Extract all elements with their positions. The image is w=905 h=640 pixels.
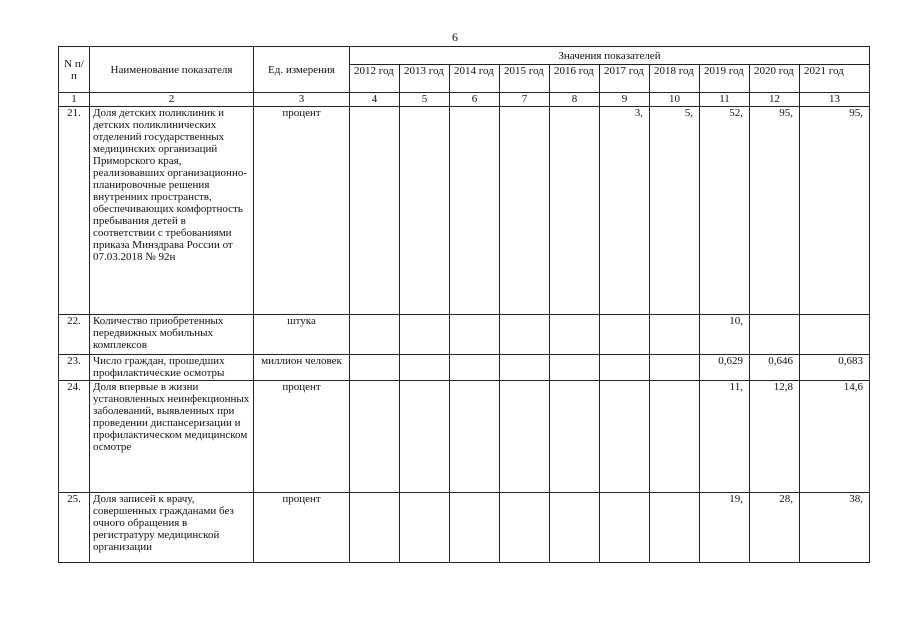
column-number: 4 <box>350 93 400 107</box>
column-number: 7 <box>500 93 550 107</box>
indicator-value <box>550 315 600 355</box>
indicator-value <box>400 355 450 381</box>
header-num: N п/п <box>59 47 90 93</box>
column-number: 6 <box>450 93 500 107</box>
indicator-value <box>500 355 550 381</box>
header-year: 2020 год <box>750 65 800 93</box>
table-row <box>59 107 870 315</box>
indicator-value: 38, <box>800 493 870 563</box>
indicator-value <box>550 493 600 563</box>
indicator-value <box>500 107 550 315</box>
indicator-value <box>400 493 450 563</box>
header-unit: Ед. измерения <box>254 47 350 93</box>
indicator-value <box>400 315 450 355</box>
indicator-value <box>450 315 500 355</box>
indicator-value <box>500 381 550 493</box>
indicator-value: 10, <box>700 315 750 355</box>
indicator-unit: процент <box>254 381 350 493</box>
header-year: 2015 год <box>500 65 550 93</box>
indicator-value: 14,6 <box>800 381 870 493</box>
column-number: 5 <box>400 93 450 107</box>
indicators-table <box>58 46 870 563</box>
header-name: Наименование показателя <box>90 47 254 93</box>
header-year: 2013 год <box>400 65 450 93</box>
indicator-value: 95, <box>750 107 800 315</box>
indicator-value <box>650 315 700 355</box>
indicator-unit: процент <box>254 493 350 563</box>
indicator-unit: миллион человек <box>254 355 350 381</box>
column-number: 2 <box>90 93 254 107</box>
indicator-value: 28, <box>750 493 800 563</box>
column-number: 10 <box>650 93 700 107</box>
indicator-value <box>350 381 400 493</box>
indicator-value <box>650 355 700 381</box>
column-number: 3 <box>254 93 350 107</box>
indicator-value <box>650 381 700 493</box>
header-year: 2014 год <box>450 65 500 93</box>
indicator-value: 0,683 <box>800 355 870 381</box>
indicator-value <box>500 493 550 563</box>
indicator-value <box>600 315 650 355</box>
indicator-name: Доля записей к врачу, совершенных гражданами без очного обращения в регистратуру медицинской организации <box>90 493 254 563</box>
indicator-value: 52, <box>700 107 750 315</box>
column-number: 8 <box>550 93 600 107</box>
column-number: 13 <box>800 93 870 107</box>
row-number: 25. <box>59 493 90 563</box>
indicator-name: Количество приобретенных передвижных мобильных комплексов <box>90 315 254 355</box>
indicator-value <box>550 355 600 381</box>
indicator-value <box>350 493 400 563</box>
column-number: 1 <box>59 93 90 107</box>
header-year: 2019 год <box>700 65 750 93</box>
indicator-value <box>400 381 450 493</box>
indicator-value: 12,8 <box>750 381 800 493</box>
indicator-value <box>750 315 800 355</box>
row-number: 24. <box>59 381 90 493</box>
table-row <box>59 381 870 493</box>
indicator-value <box>450 381 500 493</box>
table-row <box>59 493 870 563</box>
table-row <box>59 315 870 355</box>
indicator-name: Доля детских поликлиник и детских поликлинических отделений государственных медицинских организаций Приморского края, реализовавших организационно-планировочные решения внутренних пространств, обеспечивающих комфортность пребывания детей в соответствии с требованиями приказа Минздрава России от 07.03.2018 № 92н <box>90 107 254 315</box>
header-year: 2017 год <box>600 65 650 93</box>
indicator-value <box>550 107 600 315</box>
table-row <box>59 355 870 381</box>
row-number: 23. <box>59 355 90 381</box>
table-body <box>59 47 870 563</box>
row-number: 21. <box>59 107 90 315</box>
indicator-value: 11, <box>700 381 750 493</box>
indicator-name: Число граждан, прошедших профилактические осмотры <box>90 355 254 381</box>
indicator-value: 95, <box>800 107 870 315</box>
indicator-value <box>450 355 500 381</box>
indicator-value: 19, <box>700 493 750 563</box>
page-number: 6 <box>452 30 458 44</box>
indicator-value: 3, <box>600 107 650 315</box>
indicator-value <box>350 107 400 315</box>
indicator-value: 0,629 <box>700 355 750 381</box>
column-number: 9 <box>600 93 650 107</box>
header-values-group: Значения показателей <box>350 47 870 65</box>
indicator-value <box>450 493 500 563</box>
indicator-value <box>350 315 400 355</box>
indicator-value: 0,646 <box>750 355 800 381</box>
header-year: 2021 год <box>800 65 870 93</box>
header-year: 2018 год <box>650 65 700 93</box>
column-number: 12 <box>750 93 800 107</box>
indicator-value <box>600 381 650 493</box>
indicator-value: 5, <box>650 107 700 315</box>
indicator-name: Доля впервые в жизни установленных неинфекционных заболеваний, выявленных при проведении диспансеризации и профилактическом медицинском осмотре <box>90 381 254 493</box>
column-number: 11 <box>700 93 750 107</box>
indicator-value <box>350 355 400 381</box>
indicator-value <box>600 493 650 563</box>
indicator-value <box>550 381 600 493</box>
header-year: 2016 год <box>550 65 600 93</box>
indicator-value <box>800 315 870 355</box>
row-number: 22. <box>59 315 90 355</box>
indicator-value <box>600 355 650 381</box>
header-year: 2012 год <box>350 65 400 93</box>
indicator-value <box>400 107 450 315</box>
indicator-value <box>650 493 700 563</box>
indicator-unit: процент <box>254 107 350 315</box>
indicator-value <box>450 107 500 315</box>
indicator-unit: штука <box>254 315 350 355</box>
indicator-value <box>500 315 550 355</box>
